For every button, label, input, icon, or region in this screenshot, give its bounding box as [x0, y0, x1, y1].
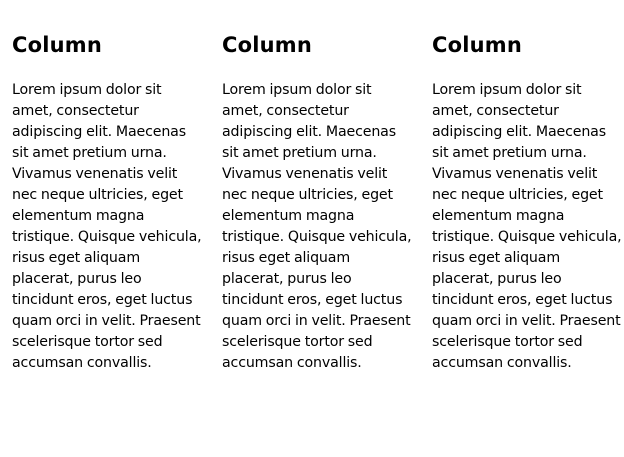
- column-heading: Column: [432, 33, 523, 57]
- column-text: Lorem ipsum dolor sit amet, consectetur adipiscing elit. Maecenas sit amet pretium urna. Vivamus venenatis velit nec neque ultricies, eget elementum magna tristique. Quisque vehicula, risus eget aliquam placerat, purus leo tincidunt eros, eget luctus quam orci in velit. Praesent scelerisque tortor sed accumsan convallis.: [222, 82, 412, 371]
- column-heading: Column: [12, 33, 103, 57]
- column-2: [222, 30, 412, 374]
- column-1: [12, 30, 202, 374]
- column-text: Lorem ipsum dolor sit amet, consectetur adipiscing elit. Maecenas sit amet pretium urna. Vivamus venenatis velit nec neque ultricies, eget elementum magna tristique. Quisque vehicula, risus eget aliquam placerat, purus leo tincidunt eros, eget luctus quam orci in velit. Praesent scelerisque tortor sed accumsan convallis.: [432, 82, 622, 371]
- column-text: Lorem ipsum dolor sit amet, consectetur adipiscing elit. Maecenas sit amet pretium urna. Vivamus venenatis velit nec neque ultricies, eget elementum magna tristique. Quisque vehicula, risus eget aliquam placerat, purus leo tincidunt eros, eget luctus quam orci in velit. Praesent scelerisque tortor sed accumsan convallis.: [12, 82, 202, 371]
- columns-container: [12, 30, 622, 374]
- column-heading: Column: [222, 33, 313, 57]
- column-3: [432, 30, 622, 374]
